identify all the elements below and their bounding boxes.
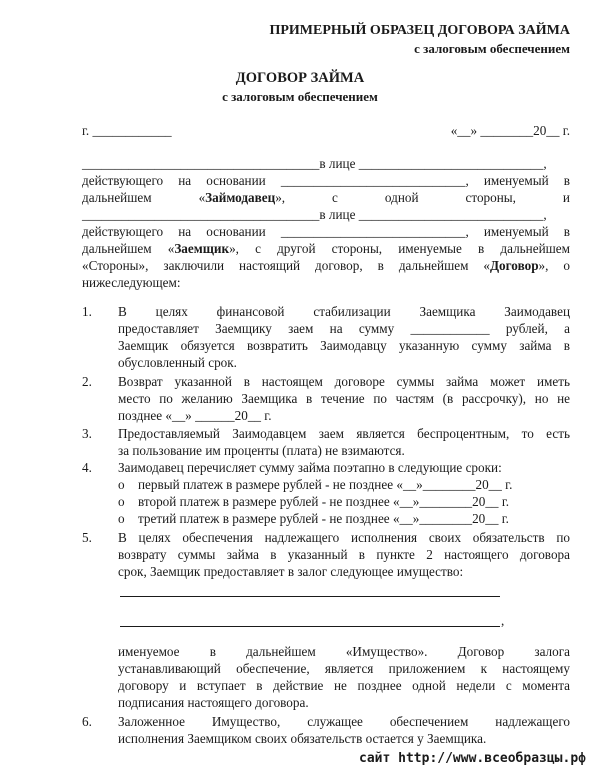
item-line: за пользование им проценты (плата) не взимаются. xyxy=(118,443,405,458)
item-line: Заимодавец перечисляет сумму займа поэтапно в следующие сроки: xyxy=(118,460,502,475)
bullet-icon: o xyxy=(118,494,125,509)
item-line: устанавливающий обеспечение, является приложением к настоящему xyxy=(118,661,570,676)
blank-line xyxy=(120,596,500,597)
item-line: Заложенное Имущество, служащее обеспечением надлежащего xyxy=(118,714,570,729)
contract-term: Договор xyxy=(489,258,539,273)
item-number: 2. xyxy=(82,374,92,389)
contract-subtitle: с залоговым обеспечением xyxy=(222,89,378,104)
item-number: 6. xyxy=(82,714,92,729)
comma: , xyxy=(501,613,505,628)
preamble-line: ____________________________________в лице ____________________________, xyxy=(82,207,547,222)
item-line: обусловленный срок. xyxy=(118,355,237,370)
header-subtitle: с залоговым обеспечением xyxy=(414,41,570,56)
date-field: «__» ________20__ г. xyxy=(450,123,570,138)
item-line: именуемое в дальнейшем «Имущество». Договор залога xyxy=(118,644,570,659)
preamble-line: «Стороны», заключили настоящий договор, в дальнейшем «Договор», о xyxy=(82,258,570,273)
item-number: 3. xyxy=(82,426,92,441)
item-number: 1. xyxy=(82,304,92,319)
preamble-line: ____________________________________в лице ____________________________, xyxy=(82,156,547,171)
item-line: Заемщик обязуется возвратить Заимодавцу указанную сумму займа в xyxy=(118,338,570,353)
preamble-line: нижеследующем: xyxy=(82,275,181,290)
footer-site-link[interactable]: сайт http://www.всеобразцы.рф xyxy=(359,751,586,766)
item-line: Возврат указанной в настоящем договоре суммы займа может иметь xyxy=(118,374,570,389)
item-line: Предоставляемый Заимодавцем заем является беспроцентным, то есть xyxy=(118,426,570,441)
city-field: г. ____________ xyxy=(82,123,172,138)
preamble-line: действующего на основании ____________________________, именуемый в xyxy=(82,173,570,188)
item-number: 5. xyxy=(82,530,92,545)
payment-line: третий платеж в размере рублей - не позднее «__»________20__ г. xyxy=(138,511,509,526)
preamble-line: дальнейшем «Заемщик», с другой стороны, именуемые в дальнейшем xyxy=(82,241,570,256)
bullet-icon: o xyxy=(118,477,125,492)
item-line: место по желанию Заемщика в течение по частям (в рассрочку), но не xyxy=(118,391,570,406)
lender-term: Займодавец xyxy=(205,190,276,205)
header-title: ПРИМЕРНЫЙ ОБРАЗЕЦ ДОГОВОРА ЗАЙМА xyxy=(269,23,570,38)
item-line: В целях обеспечения надлежащего исполнения своих обязательств по xyxy=(118,530,570,545)
preamble-line: дальнейшем «Займодавец», с одной стороны, и xyxy=(82,190,570,205)
item-line: исполнения Заемщиком своих обязательств остается у Заемщика. xyxy=(118,731,487,746)
item-line: В целях финансовой стабилизации Заемщика Заимодавец xyxy=(118,304,570,319)
blank-line xyxy=(120,626,500,627)
city-date-row xyxy=(82,122,570,139)
item-line: предоставляет Заемщику заем на сумму ____________ рублей, а xyxy=(118,321,570,336)
item-line: договору и вступает в действие не позднее одной недели с момента xyxy=(118,678,570,693)
item-line: срок, Заемщик предоставляет в залог следующее имущество: xyxy=(118,564,464,579)
payment-line: первый платеж в размере рублей - не позднее «__»________20__ г. xyxy=(138,477,513,492)
item-line: позднее «__» ______20__ г. xyxy=(118,408,272,423)
item-number: 4. xyxy=(82,460,92,475)
payment-line: второй платеж в размере рублей - не позднее «__»________20__ г. xyxy=(138,494,510,509)
preamble-line: действующего на основании ____________________________, именуемый в xyxy=(82,224,570,239)
borrower-term: Заемщик xyxy=(174,241,230,256)
item-line: подписания настоящего договора. xyxy=(118,695,309,710)
contract-title: ДОГОВОР ЗАЙМА xyxy=(235,70,365,86)
item-line: возврату суммы займа в указанный в пункте 2 настоящего договора xyxy=(118,547,570,562)
bullet-icon: o xyxy=(118,511,125,526)
